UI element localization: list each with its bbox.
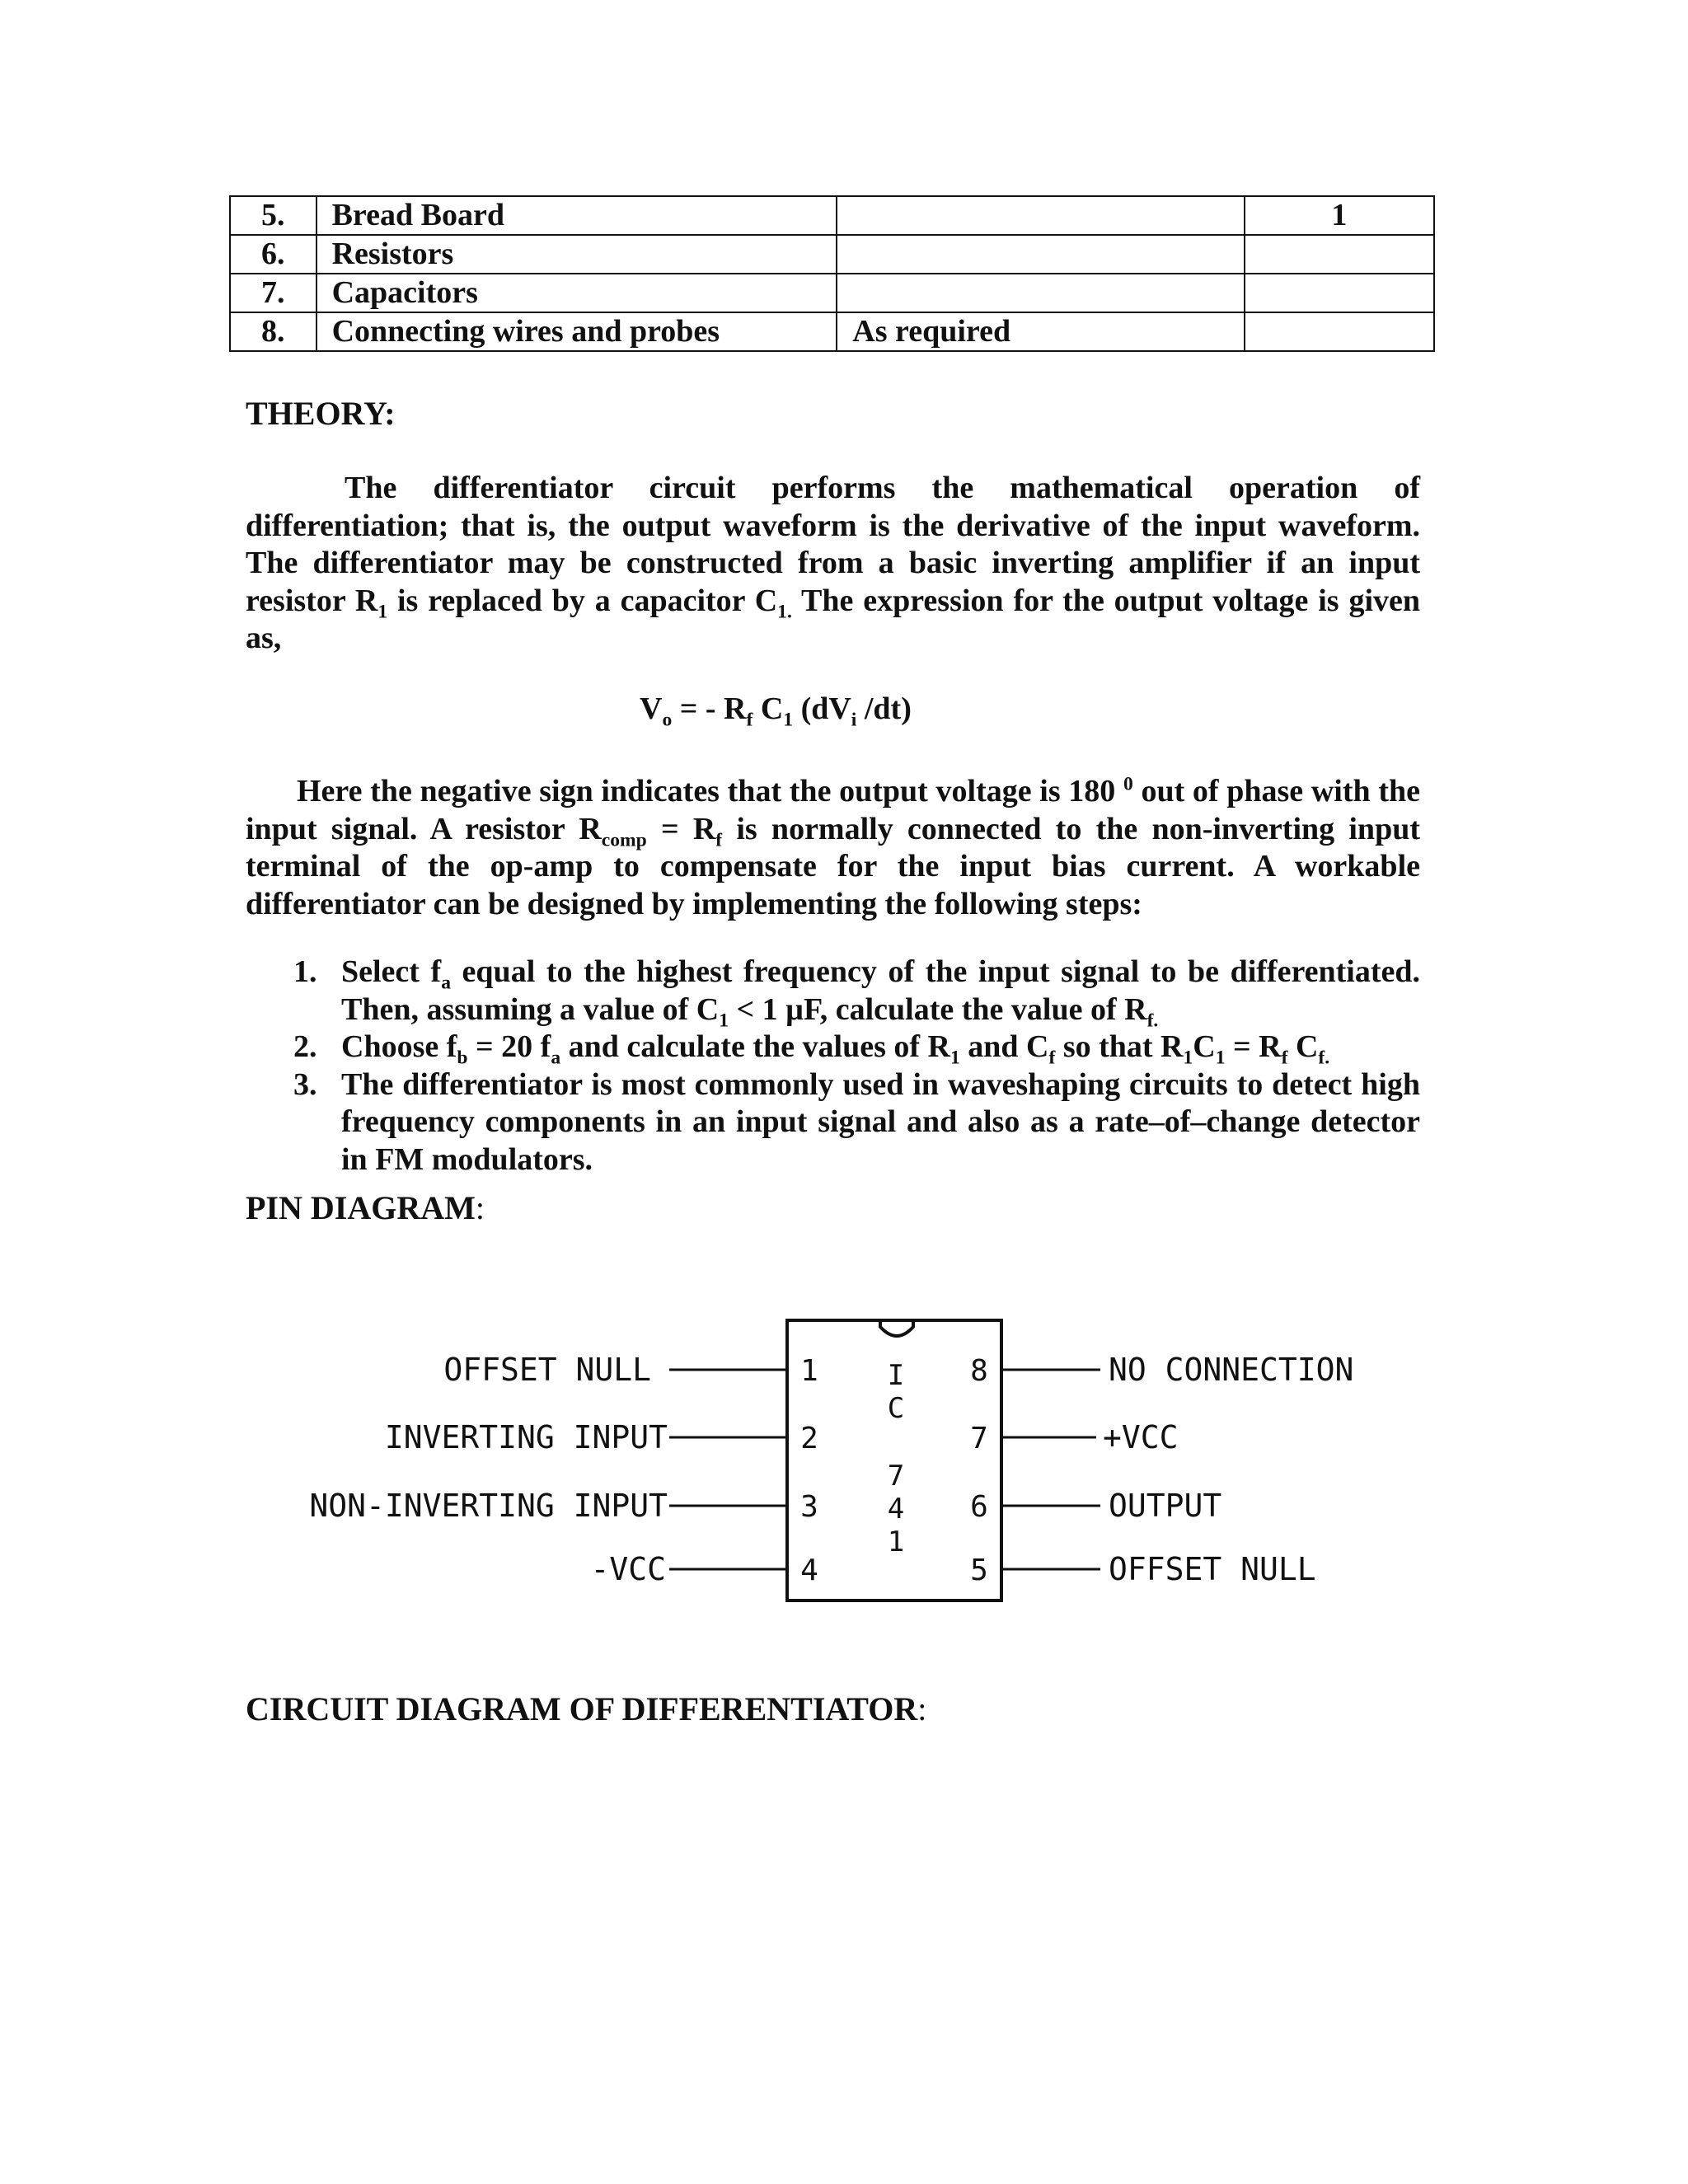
pin-1-label: OFFSET NULL: [443, 1352, 651, 1388]
pin-3-number: 3: [800, 1490, 818, 1524]
ic-label-char: 7: [887, 1460, 905, 1493]
ic-label-char: 4: [887, 1493, 905, 1526]
p2-degree: 0: [1123, 773, 1133, 795]
p2-f-sub: f: [715, 829, 723, 851]
row-sno: 8.: [230, 312, 316, 351]
step-sub: a: [441, 972, 451, 994]
step-text: Choose f: [341, 1029, 457, 1064]
step-text: and calculate the values of R: [560, 1029, 950, 1064]
step-text: = 20 f: [467, 1029, 551, 1064]
pin-diagram-heading: PIN DIAGRAM:: [246, 1189, 485, 1226]
row-qty: [1245, 235, 1434, 274]
p1-sub-r1: 1: [377, 601, 388, 623]
theory-heading: THEORY:: [246, 395, 396, 432]
row-item: Bread Board: [316, 196, 837, 235]
eq-c: C: [753, 691, 784, 726]
pin-7-number: 7: [970, 1422, 988, 1455]
row-sno: 5.: [230, 196, 316, 235]
pin-1-number: 1: [800, 1354, 818, 1388]
ic741-pin-diagram: [247, 1286, 1418, 1615]
step-text: = R: [1225, 1029, 1282, 1064]
table-row: [230, 274, 1434, 312]
pin-5-label: OFFSET NULL: [1109, 1551, 1316, 1587]
row-qty: [1245, 274, 1434, 312]
step-sub: f.: [1318, 1047, 1330, 1069]
pin-7-label: +VCC: [1103, 1419, 1179, 1455]
step-number: 2.: [293, 1029, 317, 1064]
ic-label-char: I: [887, 1359, 905, 1392]
row-spec: As required: [837, 312, 1244, 351]
equipment-table: [229, 195, 1435, 352]
table-row: [230, 312, 1434, 351]
pin-diagram-heading-text: PIN DIAGRAM: [246, 1189, 476, 1226]
row-item: Capacitors: [316, 274, 837, 312]
ic-label-char: C: [887, 1392, 905, 1425]
p2-comp-sub: comp: [601, 829, 647, 851]
eq-c-sub: 1: [783, 709, 794, 731]
p1-text-a: The differentiator circuit performs the mathematical operation of differentiation; that is, the output waveform is the derivative of the input waveform. The differentiator may be constructed from a basic inverting amplifier if an input resistor R: [246, 471, 1420, 618]
p2-text-c: = R: [646, 811, 716, 846]
eq-tail1: (dV: [793, 691, 851, 726]
p1-text-c: The expression for the output voltage is given as,: [246, 583, 1420, 655]
list-item: [293, 1066, 1420, 1179]
eq-v-sub: o: [662, 709, 673, 731]
step-number: 3.: [293, 1066, 317, 1102]
theory-paragraph-1: [246, 470, 1420, 658]
pin-8-number: 8: [970, 1354, 988, 1388]
list-item: [293, 954, 1420, 1032]
step-number: 1.: [293, 954, 317, 989]
step-text: C: [1287, 1029, 1319, 1064]
list-item: [293, 1029, 1420, 1069]
eq-tail2: /dt): [856, 691, 912, 726]
step-text: C: [1193, 1029, 1216, 1064]
pin-4-number: 4: [800, 1554, 818, 1587]
step-text: Select f: [341, 954, 442, 989]
pin-8-label: NO CONNECTION: [1109, 1352, 1354, 1388]
p1-text-b: is replaced by a capacitor C: [387, 583, 778, 618]
step-sub: 1: [950, 1047, 960, 1069]
step-sub: b: [457, 1047, 468, 1069]
eq-rf-sub: f: [746, 709, 753, 731]
output-voltage-equation: [640, 691, 912, 731]
row-spec: [837, 235, 1244, 274]
eq-vi-sub: i: [851, 709, 857, 731]
step-sub: 1: [719, 1010, 729, 1032]
step-text: < 1 µF, calculate the value of R: [728, 991, 1147, 1027]
step-sub: 1: [1183, 1047, 1193, 1069]
row-qty: [1245, 312, 1434, 351]
step-sub: a: [551, 1047, 561, 1069]
circuit-diagram-heading: CIRCUIT DIAGRAM OF DIFFERENTIATOR:: [246, 1690, 927, 1727]
step-sub: f.: [1146, 1010, 1159, 1032]
row-spec: [837, 196, 1244, 235]
pin-6-number: 6: [970, 1490, 988, 1524]
row-sno: 6.: [230, 235, 316, 274]
pin-2-label: INVERTING INPUT: [384, 1419, 668, 1455]
ic-notch: [880, 1320, 913, 1336]
row-qty: 1: [1245, 196, 1434, 235]
step-sub: f: [1281, 1047, 1288, 1069]
step-sub: f: [1048, 1047, 1056, 1069]
pin-5-number: 5: [970, 1554, 988, 1587]
pin-2-number: 2: [800, 1422, 818, 1455]
p2-text-b: out of phase with the input signal. A resistor R: [246, 774, 1420, 846]
row-item: Resistors: [316, 235, 837, 274]
p1-sub-c1: 1.: [777, 601, 792, 623]
row-spec: [837, 274, 1244, 312]
p2-text-d: is normally connected to the non-inverting input terminal of the op-amp to compensate for the input bias current. A workable differentiator can be designed by implementing the following steps:: [246, 811, 1420, 921]
pin-6-label: OUTPUT: [1109, 1488, 1222, 1524]
circuit-heading-text: CIRCUIT DIAGRAM OF DIFFERENTIATOR: [246, 1690, 918, 1727]
step-text: The differentiator is most commonly used in waveshaping circuits to detect high frequency components in an input signal and also as a rate–of–change detector in FM modulators.: [341, 1066, 1420, 1177]
row-item: Connecting wires and probes: [316, 312, 837, 351]
eq-v: V: [640, 691, 663, 726]
row-sno: 7.: [230, 274, 316, 312]
step-text: and C: [959, 1029, 1049, 1064]
table-row: [230, 235, 1434, 274]
table-row: [230, 196, 1434, 235]
ic-label-char: 1: [887, 1526, 905, 1558]
pin-4-label: -VCC: [590, 1551, 666, 1587]
pin-3-label: NON-INVERTING INPUT: [309, 1488, 668, 1524]
p2-text-a: Here the negative sign indicates that the output voltage is 180: [297, 774, 1123, 808]
eq-mid: = - R: [672, 691, 747, 726]
theory-paragraph-2: [246, 773, 1420, 923]
step-sub: 1: [1215, 1047, 1226, 1069]
step-text: so that R: [1055, 1029, 1184, 1064]
step-text: equal to the highest frequency of the input signal to be differentiated. Then, assuming a value of C: [341, 954, 1420, 1027]
design-steps-list: [293, 954, 1420, 1179]
